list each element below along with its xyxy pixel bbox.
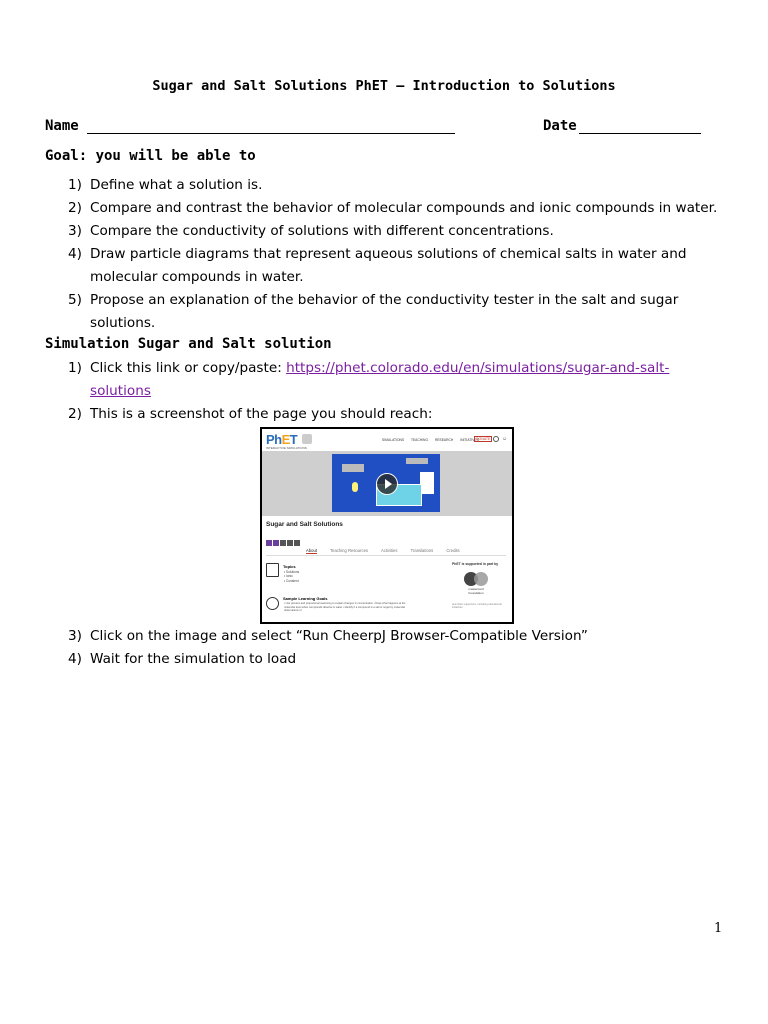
goal-heading: Goal: you will be able to xyxy=(45,148,256,164)
topics-title: Topics xyxy=(283,564,296,569)
share-icon xyxy=(280,540,286,546)
phet-page-screenshot[interactable] xyxy=(260,427,514,624)
phet-logo-subtitle: INTERACTIVE SIMULATIONS xyxy=(266,446,307,450)
tab-teaching-resources: Teaching Resources xyxy=(330,548,368,553)
mastercard-foundation-label: mastercard Foundation xyxy=(468,587,484,595)
goal-text: Propose an explanation of the behavior of the conductivity tester in the salt and sugar solutions. xyxy=(90,292,679,331)
play-icon xyxy=(376,473,398,495)
goal-text: Compare and contrast the behavior of molecular compounds and ionic compounds in water. xyxy=(90,200,718,216)
supporter-title: PhET is supported in part by xyxy=(452,562,499,566)
light-bulb-icon xyxy=(352,482,358,492)
page-number: 1 xyxy=(714,921,723,936)
step-item xyxy=(68,648,728,671)
nav-teaching: TEACHING xyxy=(410,438,429,442)
goal-number: 3) xyxy=(68,223,82,239)
simulation-steps-continued xyxy=(68,625,728,671)
goal-item xyxy=(68,197,728,220)
share-icon xyxy=(266,540,272,546)
tab-activities: Activities xyxy=(380,548,398,553)
name-blank-line xyxy=(87,133,455,134)
search-icon xyxy=(493,436,499,442)
step-text: Click on the image and select “Run CheerpJ Browser-Compatible Version” xyxy=(90,628,588,644)
simulation-banner xyxy=(262,451,512,516)
donate-button: DONATE xyxy=(476,437,491,441)
step-number: 3) xyxy=(68,628,82,644)
tab-credits: Credits xyxy=(446,548,460,553)
goals-list xyxy=(68,174,728,335)
simulation-steps xyxy=(68,357,728,426)
step-text: This is a screenshot of the page you should reach: xyxy=(90,406,433,422)
phet-navbar xyxy=(262,429,512,451)
share-icon xyxy=(273,540,279,546)
concentration-meter-icon xyxy=(420,472,434,494)
checklist-icon xyxy=(266,563,279,577)
goal-number: 5) xyxy=(68,292,82,308)
goal-number: 4) xyxy=(68,246,82,262)
goal-item xyxy=(68,289,728,335)
goal-text: Compare the conductivity of solutions with different concentrations. xyxy=(90,223,554,239)
step-number: 1) xyxy=(68,360,82,376)
tab-divider xyxy=(266,555,506,556)
goal-item xyxy=(68,174,728,197)
nav-initiatives: INITIATIVES xyxy=(460,438,479,442)
goal-text: Define what a solution is. xyxy=(90,177,263,193)
faucet-icon xyxy=(406,458,428,464)
topics-list xyxy=(284,570,299,583)
share-icon xyxy=(294,540,300,546)
topic-item: • Covalent xyxy=(284,578,299,583)
share-icons xyxy=(266,533,301,551)
step-text: Wait for the simulation to load xyxy=(90,651,297,667)
goal-number: 1) xyxy=(68,177,82,193)
name-label: Name xyxy=(45,118,79,134)
step-item xyxy=(68,403,728,426)
tab-translations: Translations xyxy=(410,548,434,553)
tab-about: About xyxy=(306,548,317,553)
document-title: Sugar and Salt Solutions PhET – Introduction to Solutions xyxy=(152,78,616,94)
user-icon: ☺ xyxy=(502,436,508,442)
topic-item: • Ionic xyxy=(284,574,293,579)
step-number: 4) xyxy=(68,651,82,667)
simulation-preview-image xyxy=(332,454,440,512)
phet-simulation-link[interactable]: https://phet.colorado.edu/en/simulations/sugar-and-salt-solutions xyxy=(90,360,670,399)
university-logo-icon xyxy=(302,434,312,444)
step-text: Click this link or copy/paste: xyxy=(90,360,287,376)
name-date-row xyxy=(45,118,705,138)
other-supporters-text: and other supporters, including educational initiatives xyxy=(452,603,502,610)
step-number: 2) xyxy=(68,406,82,422)
phet-nav-menu xyxy=(382,438,485,442)
simulation-title: Sugar and Salt Solutions xyxy=(266,521,343,528)
date-blank-line xyxy=(579,133,701,134)
phet-logo: PhET xyxy=(266,432,298,447)
mastercard-logo-icon xyxy=(464,572,488,586)
learning-goals-title: Sample Learning Goals xyxy=(283,596,328,601)
topic-item: • Solutions xyxy=(284,570,300,574)
simulation-tabs xyxy=(306,548,472,553)
step-item xyxy=(68,357,728,403)
learning-goals-text: • Use pictures and proportional reasoning to explain changes in concentration • Draw what happens at the molecular level when compounds dissolve in water • Identify if a compound is a salt or sugar by molecular observations or xyxy=(284,602,406,613)
nav-research: RESEARCH xyxy=(434,438,454,442)
nav-simulations: SIMULATIONS xyxy=(382,438,405,442)
goal-text: Draw particle diagrams that represent aqueous solutions of chemical salts in water and molecular compounds in water. xyxy=(90,246,687,285)
simulation-heading: Simulation Sugar and Salt solution xyxy=(45,336,332,352)
faucet-icon xyxy=(342,464,364,472)
step-item xyxy=(68,625,728,648)
goal-number: 2) xyxy=(68,200,82,216)
date-label: Date xyxy=(543,118,577,134)
goal-item xyxy=(68,220,728,243)
target-icon xyxy=(266,597,279,610)
share-icon xyxy=(287,540,293,546)
goal-item xyxy=(68,243,728,289)
